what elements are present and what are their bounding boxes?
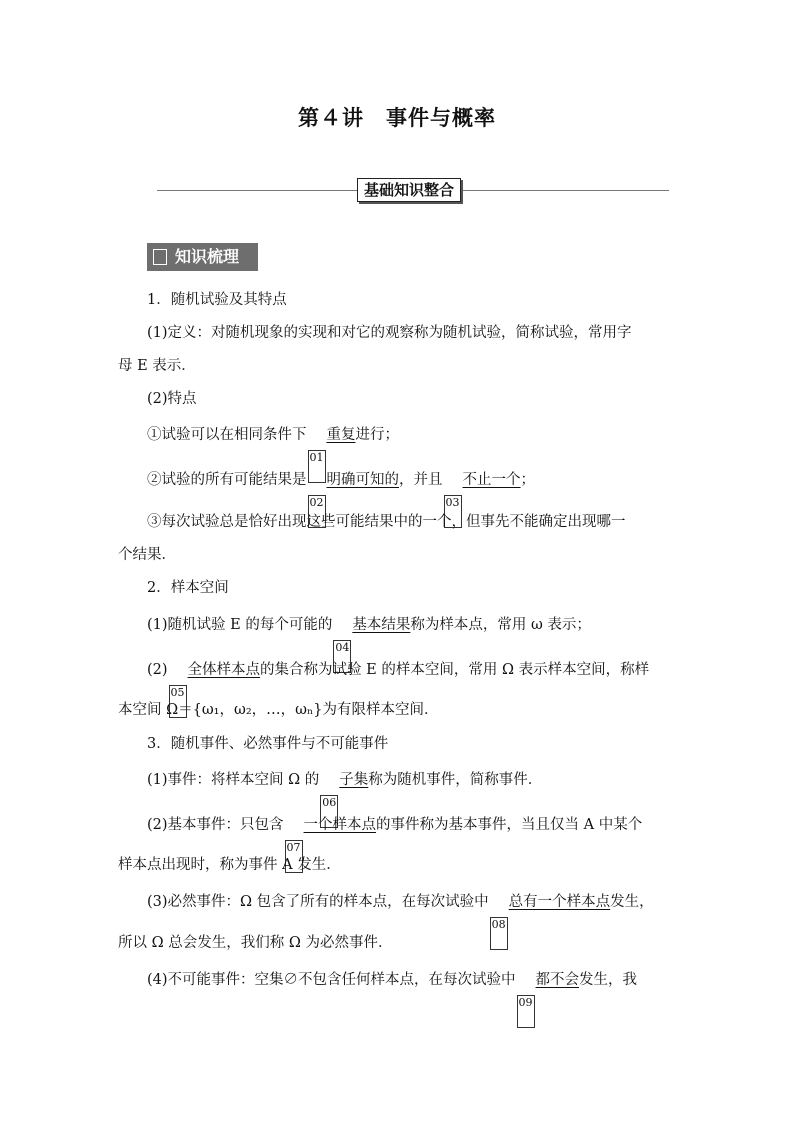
text: 发生， [610,894,654,910]
section-tab [147,243,258,271]
definition-line-1: (1)定义：对随机现象的实现和对它的观察称为随机试验，简称试验，常用字 [147,325,632,341]
blank-number-05: 05 [169,685,187,718]
blank-number-06: 06 [320,795,338,828]
section-2-heading: 2．样本空间 [147,580,229,596]
feature-3-line-2: 个结果． [118,547,176,563]
blank-number-01: 01 [308,450,326,483]
page-title: 第４讲 事件与概率 [298,105,496,130]
section-1-heading: 1．随机试验及其特点 [147,292,287,308]
text: ①试验可以在相同条件下 [147,427,307,443]
text: (2) [147,662,168,678]
answer-08: 总有一个样本点 [508,894,611,910]
section-header-bar [157,176,669,206]
text: 称为样本点，常用 ω 表示； [410,617,591,633]
certain-event-line-2: 所以 Ω 总会发生，我们称 Ω 为必然事件． [118,935,393,951]
answer-07: 一个样本点 [303,817,377,833]
features-heading: (2)特点 [147,391,197,407]
blank-number-09: 09 [517,995,535,1028]
text: ，并且 [399,472,443,488]
definition-line-2: 母 E 表示． [118,358,196,374]
blank-number-08: 08 [490,917,508,950]
text: (3)必然事件：Ω 包含了所有的样本点，在每次试验中 [147,894,489,910]
feature-3-line-1: ③每次试验总是恰好出现这些可能结果中的一个，但事先不能确定出现哪一 [147,514,626,530]
blank-number-04: 04 [333,640,351,673]
section-3-heading: 3．随机事件、必然事件与不可能事件 [147,736,389,752]
text: 发生，我 [579,972,638,988]
square-icon [153,249,167,265]
answer-01: 重复 [326,427,356,443]
answer-06: 子集 [339,772,369,788]
sample-space-line-2: 本空间 Ω＝{ω₁，ω₂，…，ωₙ}为有限样本空间． [118,702,439,718]
section-header-label: 基础知识整合 [357,178,461,202]
text: (4)不可能事件：空集∅不包含任何样本点，在每次试验中 [147,972,516,988]
impossible-event-line-1 [147,970,679,1028]
answer-04: 基本结果 [352,617,411,633]
text: 的事件称为基本事件，当且仅当 A 中某个 [376,817,643,833]
text: ②试验的所有可能结果是 [147,472,307,488]
text: (1)随机试验 E 的每个可能的 [147,617,333,633]
answer-02: 明确可知的 [326,472,399,488]
blank-number-02: 02 [308,495,326,528]
answer-05: 全体样本点 [187,662,261,678]
blank-number-07: 07 [285,840,303,873]
blank-number-03: 03 [444,495,462,528]
text: 称为随机事件，简称事件． [368,772,543,788]
text: (1)事件：将样本空间 Ω 的 [147,772,320,788]
text: 的集合称为试验 E 的样本空间，常用 Ω 表示样本空间，称样 [260,662,650,678]
text: ； [520,472,535,488]
answer-09: 都不会 [535,972,580,988]
section-tab-label: 知识梳理 [175,247,240,266]
text: 进行； [355,427,399,443]
answer-03: 不止一个 [462,472,521,488]
text: (2)基本事件：只包含 [147,817,284,833]
basic-event-line-2: 样本点出现时，称为事件 A 发生． [118,857,341,873]
